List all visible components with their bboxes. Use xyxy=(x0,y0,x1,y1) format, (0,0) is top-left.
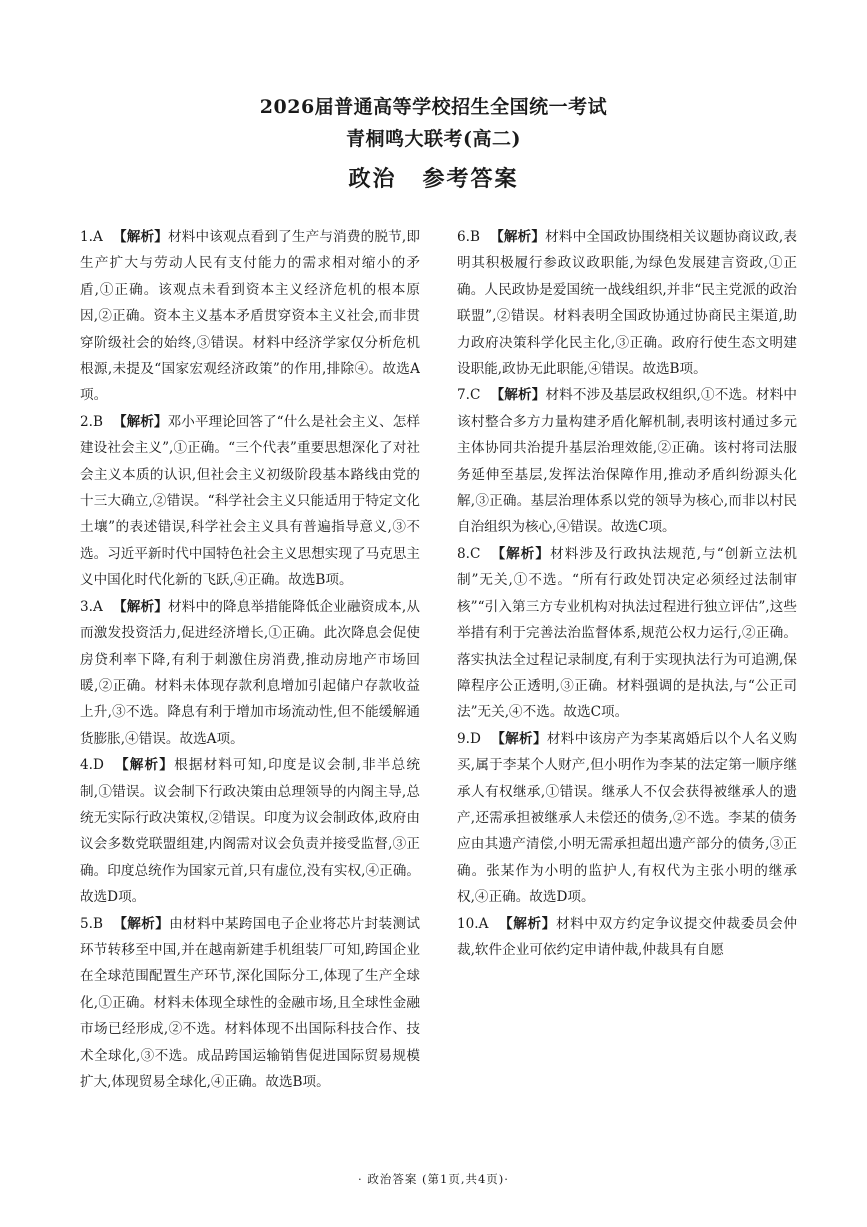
answer-key-heading xyxy=(0,162,867,193)
answer-number: 4.D xyxy=(80,757,104,774)
answer-key-label: 参考答案 xyxy=(422,167,519,192)
answer-item-4 xyxy=(80,752,420,910)
analysis-tag: 【解析】 xyxy=(490,387,546,404)
answer-number: 3.A xyxy=(80,598,103,615)
analysis-tag: 【解析】 xyxy=(490,730,547,747)
exam-subtitle: 青桐鸣大联考(高二) xyxy=(346,128,521,150)
answer-columns xyxy=(80,224,797,1134)
answer-explanation: 材料不涉及基层政权组织,①不选。材料中该村整合多方力量构建矛盾化解机制,表明该村通过多元主体协同共治提升基层治理效能,②正确。该村将司法服务延伸至基层,发挥法治保障作用,推动矛盾纠纷源头化解,③正确。基层治理体系以党的领导为核心,而非以村民自治组织为核心,④错误。故选C项。 xyxy=(457,387,797,536)
answer-explanation: 材料中该房产为李某离婚后以个人名义购买,属于李某个人财产,但小明作为李某的法定第一顺序继承人有权继承,①错误。继承人不仅会获得被继承人的遗产,还需承担被继承人未偿还的债务,②不选。李某的债务应由其遗产清偿,小明无需承担超出遗产部分的债务,③正确。张某作为小明的监护人,有权代为主张小明的继承权,④正确。故选D项。 xyxy=(457,730,797,906)
answer-explanation: 材料中全国政协围绕相关议题协商议政,表明其积极履行参政议政职能,为绿色发展建言资政,①正确。人民政协是爱国统一战线组织,并非“民主党派的政治联盟”,②错误。材料表明全国政协通过协商民主渠道,助力政府决策科学化民主化,③正确。政府行使生态文明建设职能,政协无此职能,④错误。故选B项。 xyxy=(457,229,797,378)
answer-number: 8.C xyxy=(457,545,481,562)
answer-explanation: 邓小平理论回答了“什么是社会主义、怎样建设社会主义”,①正确。“三个代表”重要思想深化了对社会主义本质的认识,但社会主义初级阶段基本路线由党的十三大确立,②错误。“科学社会主义只能适用于特定文化土壤”的表述错误,科学社会主义具有普遍指导意义,③不选。习近平新时代中国特色社会主义思想实现了马克思主义中国化时代化新的飞跃,④正确。故选B项。 xyxy=(80,413,420,589)
answer-number: 2.B xyxy=(80,413,103,430)
analysis-tag: 【解析】 xyxy=(112,598,169,615)
answer-item-1 xyxy=(80,224,420,409)
right-column xyxy=(457,224,797,1134)
answer-explanation: 根据材料可知,印度是议会制,非半总统制,①错误。议会制下行政决策由总理领导的内阁主导,总统无实际行政决策权,②错误。印度为议会制政体,政府由议会多数党联盟组建,内阁需对议会负责并接受监督,③正确。印度总统作为国家元首,只有虚位,没有实权,④正确。故选D项。 xyxy=(80,757,420,906)
answer-item-2 xyxy=(80,409,420,594)
answer-explanation: 材料涉及行政执法规范,与“创新立法机制”无关,①不选。“所有行政处罚决定必须经过法制审核”“引入第三方专业机构对执法过程进行独立评估”,这些举措有利于完善法治监督体系,规范公权力运行,②正确。落实执法全过程记录制度,有利于实现执法行为可追溯,保障程序公正透明,③正确。材料强调的是执法,与“公正司法”无关,④不选。故选C项。 xyxy=(457,545,797,721)
analysis-tag: 【解析】 xyxy=(498,915,556,932)
answer-explanation: 材料中该观点看到了生产与消费的脱节,即生产扩大与劳动人民有支付能力的需求相对缩小的矛盾,①正确。该观点未看到资本主义经济危机的根本原因,②正确。资本主义基本矛盾贯穿资本主义社会,而非贯穿阶级社会的始终,③错误。材料中经济学家仅分析危机根源,未提及“国家宏观经济政策”的作用,排除④。故选A项。 xyxy=(80,229,420,404)
analysis-tag: 【解析】 xyxy=(112,915,170,932)
subject-label: 政治 xyxy=(348,167,397,192)
answer-explanation: 由材料中某跨国电子企业将芯片封装测试环节转移至中国,并在越南新建手机组装厂可知,跨国企业在全球范围配置生产环节,深化国际分工,体现了生产全球化,①正确。材料未体现全球性的金融市场,且全球性金融市场已经形成,②不选。材料体现不出国际科技合作、技术全球化,③不选。成品跨国运输销售促进国际贸易规模扩大,体现贸易全球化,④正确。故选B项。 xyxy=(80,915,420,1090)
answer-number: 5.B xyxy=(80,915,103,932)
answer-item-6 xyxy=(457,224,797,382)
answer-number: 9.D xyxy=(457,730,481,747)
left-column xyxy=(80,224,420,1134)
answer-item-7 xyxy=(457,382,797,540)
answer-explanation: 材料中的降息举措能降低企业融资成本,从而激发投资活力,促进经济增长,①正确。此次降息会促使房贷利率下降,有利于刺激住房消费,推动房地产市场回暖,②正确。材料未体现存款利息增加引起储户存款收益上升,③不选。降息有利于增加市场流动性,但不能缓解通货膨胀,④错误。故选A项。 xyxy=(80,598,420,747)
page-footer: · 政治答案 (第1页,共4页)· xyxy=(358,1172,509,1186)
analysis-tag: 【解析】 xyxy=(489,229,546,245)
answer-item-9 xyxy=(457,726,797,911)
exam-title: 2026届普通高等学校招生全国统一考试 xyxy=(259,96,608,118)
answer-item-8 xyxy=(457,541,797,726)
answer-number: 1.A xyxy=(80,229,103,245)
analysis-tag: 【解析】 xyxy=(113,757,175,774)
answer-item-3 xyxy=(80,594,420,752)
answer-explanation: 材料中双方约定争议提交仲裁委员会仲裁,软件企业可依约定申请仲裁,仲裁具有自愿 xyxy=(457,915,797,958)
answer-item-10 xyxy=(457,911,797,964)
analysis-tag: 【解析】 xyxy=(490,545,551,562)
analysis-tag: 【解析】 xyxy=(112,413,168,430)
answer-number: 7.C xyxy=(457,387,481,404)
answer-item-5 xyxy=(80,911,420,1096)
answer-number: 6.B xyxy=(457,229,480,245)
answer-number: 10.A xyxy=(457,915,489,932)
analysis-tag: 【解析】 xyxy=(112,229,169,245)
